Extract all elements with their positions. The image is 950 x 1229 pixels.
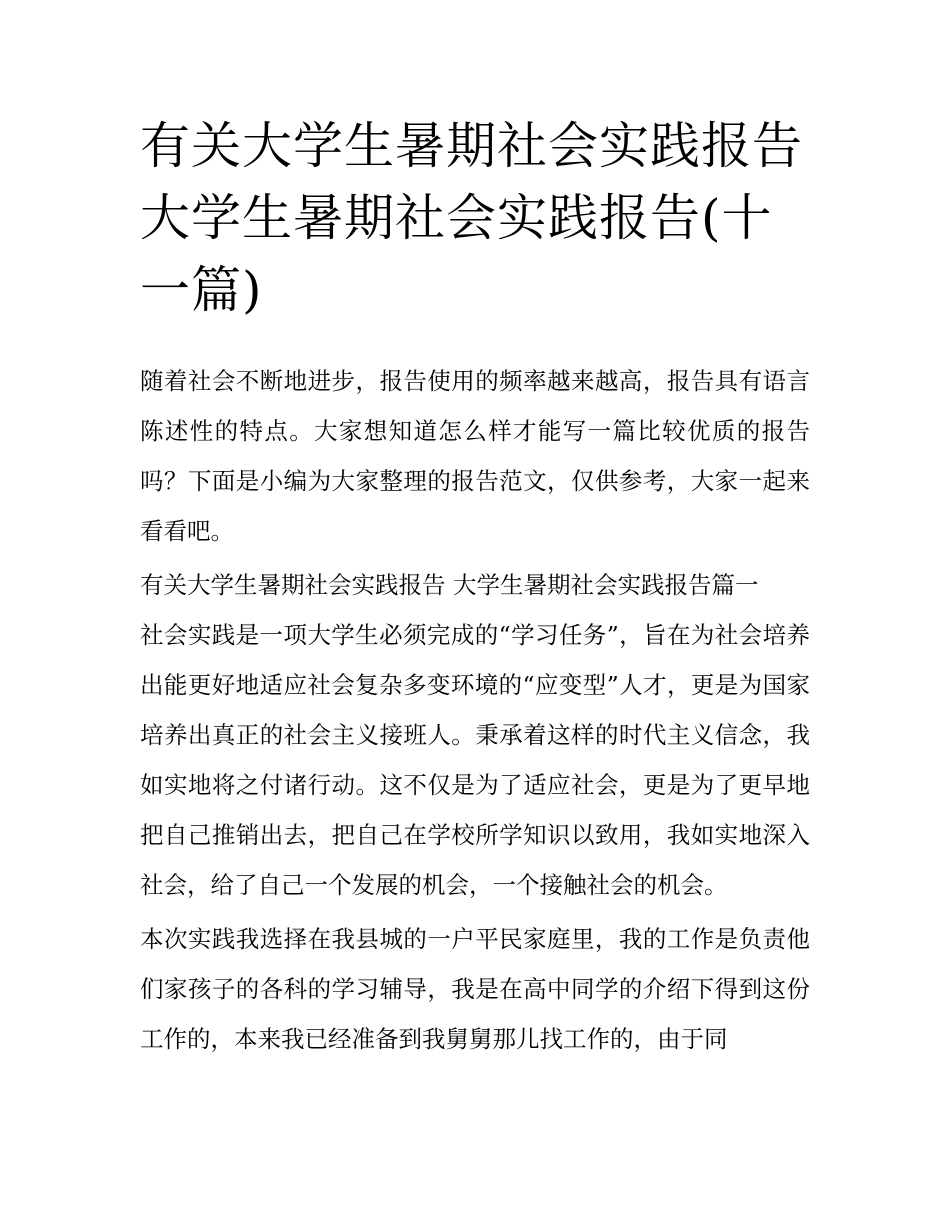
body-paragraph: 社会实践是一项大学生必须完成的“学习任务”，旨在为社会培养出能更好地适应社会复杂多变环境的“应变型”人才，更是为国家培养出真正的社会主义接班人。秉承着这样的时代主义信念，我如实地将之付诸行动。这不仅是为了适应社会，更是为了更早地把自己推销出去，把自己在学校所学知识以致用，我如实地深入社会，给了自己一个发展的机会，一个接触社会的机会。 [140,621,810,899]
section-heading: 有关大学生暑期社会实践报告 大学生暑期社会实践报告篇一 [140,571,759,599]
document-title: 有关大学生暑期社会实践报告 大学生暑期社会实践报告(十一篇) [140,117,803,319]
document-body [140,356,810,1064]
body-paragraph: 本次实践我选择在我县城的一户平民家庭里，我的工作是负责他们家孩子的各科的学习辅导，我是在高中同学的介绍下得到这份工作的，本来我已经准备到我舅舅那儿找工作的，由于同 [140,925,810,1053]
intro-paragraph: 随着社会不断地进步，报告使用的频率越来越高，报告具有语言陈述性的特点。大家想知道怎么样才能写一篇比较优质的报告吗？下面是小编为大家整理的报告范文，仅供参考，大家一起来看看吧。 [140,367,810,545]
